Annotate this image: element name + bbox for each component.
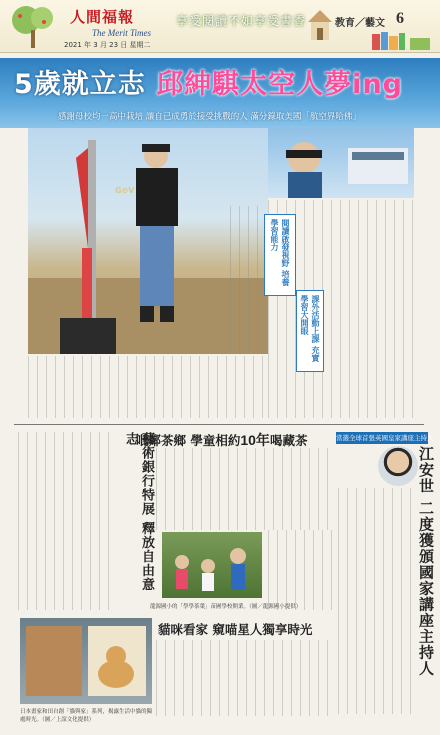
children-tea-field-photo xyxy=(162,532,262,598)
cat-article-text xyxy=(156,640,334,716)
pull-quote-1-text: 閱讀啟發視野 培養學習能力 xyxy=(270,219,290,286)
tree-illustration-icon xyxy=(6,2,62,50)
masthead-slogan: 享受閱讀不如享受書香 xyxy=(176,14,307,28)
tea-title-part-3: 喝藏茶 xyxy=(269,433,308,448)
pilot-cockpit-photo xyxy=(268,128,414,198)
masthead-english-name: The Merit Times xyxy=(92,28,152,38)
issue-date: 2021 年 3 月 23 日 星期二 xyxy=(64,41,151,49)
section-label: 教育／藝文 xyxy=(335,18,385,29)
lead-article-text-lower xyxy=(28,356,264,418)
tea-photo xyxy=(162,532,262,598)
page-number: 6 xyxy=(396,10,404,27)
pilot-photo xyxy=(268,128,414,198)
bank-article-text xyxy=(18,432,114,610)
bank-article-title: 藝術銀行特展 釋放自由意志 xyxy=(123,432,154,592)
masthead-name: 人間福報 xyxy=(70,8,135,26)
shirt-logo: G⊙V xyxy=(115,186,135,195)
tea-article-title xyxy=(136,430,307,450)
tea-article-text xyxy=(156,448,332,530)
feature-title: 江安世 二度獲頒國家講座主持人 xyxy=(417,446,435,677)
headline-part-white: 5歲就立志 xyxy=(14,69,157,100)
cat-photo-caption: 日本畫家和田自創「貓與家」系列，揭露生活中貓的獨處時光。（圖／上誼文化提供） xyxy=(20,709,153,723)
cat-article-title: 貓咪看家 窺喵星人獨享時光 xyxy=(158,622,313,637)
feature-portrait xyxy=(378,446,418,486)
books-illustration-icon xyxy=(370,30,434,50)
tea-photo-caption: 龍源國小的「學學茶葉」苗圃學校開業。（圖／龍源國小提供） xyxy=(150,604,302,610)
house-illustration-icon xyxy=(306,6,334,44)
section-divider xyxy=(14,424,424,425)
headline-part-pink: 邱紳騏太空人夢ing xyxy=(156,69,403,100)
cat-photo xyxy=(20,618,152,704)
feature-article-text xyxy=(338,488,412,714)
pull-quote-2-text: 課外活動上課 充實學習大開眼 xyxy=(300,295,320,362)
tea-title-part-2: 10年 xyxy=(240,432,270,448)
lead-article-text-mid xyxy=(230,206,260,354)
pull-quote-2 xyxy=(296,290,324,372)
tea-title-part-1: 吡鄰茶鄉 學童相約 xyxy=(136,433,241,448)
lead-headline xyxy=(14,62,403,101)
pull-quote-1 xyxy=(264,214,296,296)
lead-subhead: 感謝母校均一高中栽培 讓自己成勇於接受挑戰的人 滿分錄取美國「航空界哈佛」 xyxy=(58,112,361,122)
cat-painting-photo xyxy=(20,618,152,704)
feature-banner: 當選全球首張英國皇家講座主持人 xyxy=(336,434,434,442)
tea-article-text-2 xyxy=(268,530,334,610)
